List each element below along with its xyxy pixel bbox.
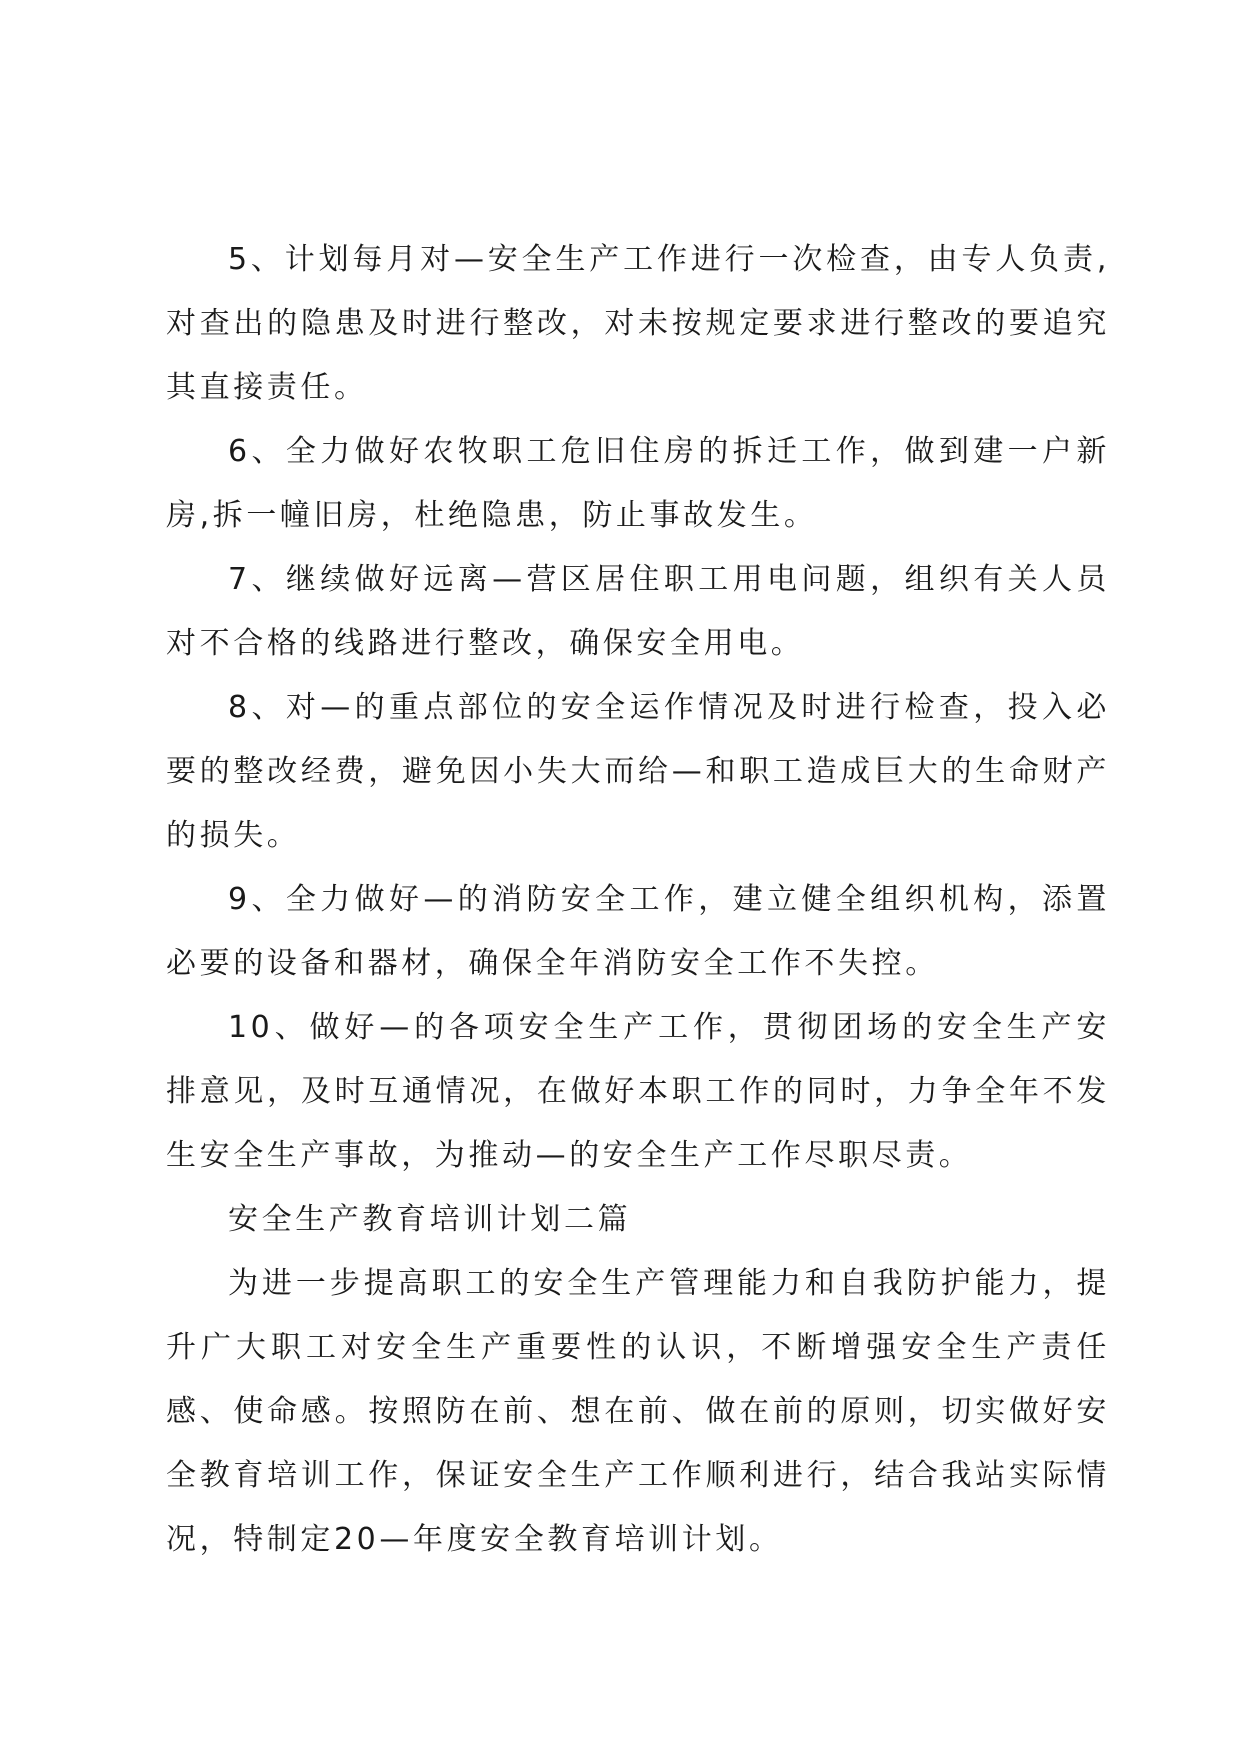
paragraph-item-9: 9、全力做好—的消防安全工作，建立健全组织机构，添置必要的设备和器材，确保全年消防安全工作不失控。 <box>166 882 1110 981</box>
paragraph-item-7: 7、继续做好远离—营区居住职工用电问题，组织有关人员对不合格的线路进行整改，确保安全用电。 <box>166 562 1110 661</box>
intro-paragraph: 为进一步提高职工的安全生产管理能力和自我防护能力，提升广大职工对安全生产重要性的认识，不断增强安全生产责任感、使命感。按照防在前、想在前、做在前的原则，切实做好安全教育培训工作，保证安全生产工作顺利进行，结合我站实际情况，特制定20—年度安全教育培训计划。 <box>166 1266 1110 1557</box>
paragraph-item-10: 10、做好—的各项安全生产工作，贯彻团场的安全生产安排意见，及时互通情况，在做好本职工作的同时，力争全年不发生安全生产事故，为推动—的安全生产工作尽职尽责。 <box>166 1010 1110 1173</box>
paragraph-item-5: 5、计划每月对—安全生产工作进行一次检查，由专人负责,对查出的隐患及时进行整改，对未按规定要求进行整改的要追究其直接责任。 <box>166 242 1110 405</box>
paragraph-item-8: 8、对—的重点部位的安全运作情况及时进行检查，投入必要的整改经费，避免因小失大而给—和职工造成巨大的生命财产的损失。 <box>166 690 1110 853</box>
document-body <box>166 228 1110 1572</box>
paragraph-item-6: 6、全力做好农牧职工危旧住房的拆迁工作，做到建一户新房,拆一幢旧房，杜绝隐患，防止事故发生。 <box>166 434 1110 533</box>
section-title: 安全生产教育培训计划二篇 <box>228 1202 632 1237</box>
